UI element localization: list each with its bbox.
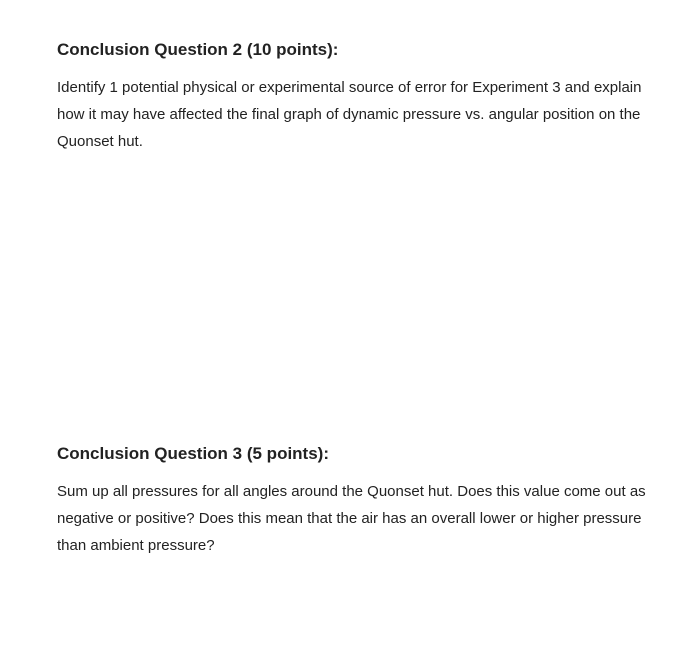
conclusion-question-2 — [57, 38, 667, 155]
question-heading: Conclusion Question 2 (10 points): — [57, 40, 339, 59]
conclusion-question-3 — [57, 442, 667, 559]
question-prompt: Identify 1 potential physical or experimental source of error for Experiment 3 and explain how it may have affected the final graph of dynamic pressure vs. angular position on the Quonset hut. — [57, 79, 642, 150]
question-heading: Conclusion Question 3 (5 points): — [57, 444, 329, 463]
question-prompt: Sum up all pressures for all angles around the Quonset hut. Does this value come out as negative or positive? Does this mean that the air has an overall lower or higher pressure than ambient pressure? — [57, 483, 646, 554]
